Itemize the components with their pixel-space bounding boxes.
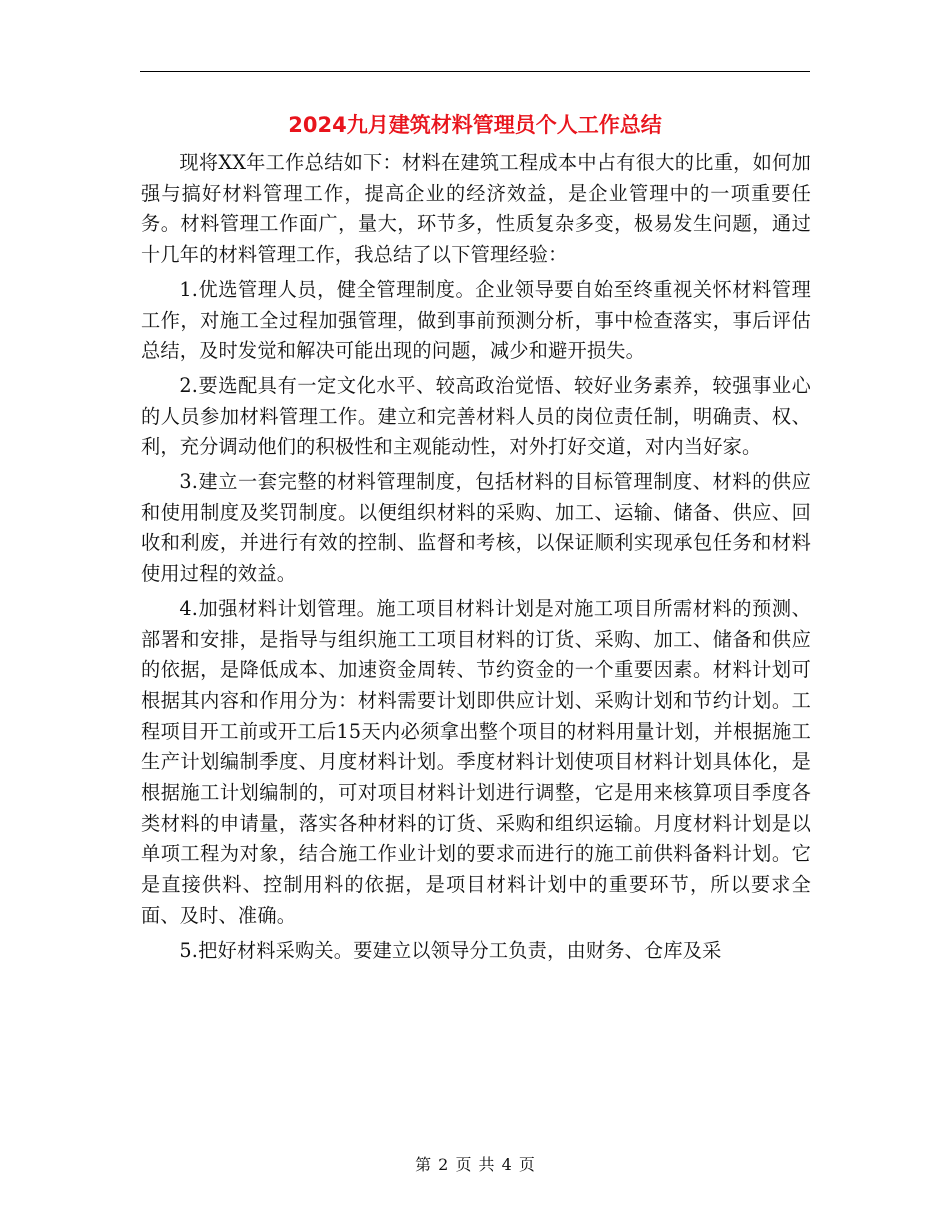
- page-footer: 第 2 页 共 4 页: [415, 1155, 535, 1174]
- paragraph-item-1: 1.优选管理人员，健全管理制度。企业领导要自始至终重视关怀材料管理工作，对施工全过程加强管理，做到事前预测分析，事中检查落实，事后评估总结，及时发觉和解决可能出现的问题，减少和避开损失。: [141, 277, 811, 363]
- paragraph-item-2: 2.要选配具有一定文化水平、较高政治觉悟、较好业务素养，较强事业心的人员参加材料管理工作。建立和完善材料人员的岗位责任制，明确责、权、利，充分调动他们的积极性和主观能动性，对外打好交道，对内当好家。: [141, 373, 811, 459]
- paragraph-item-3: 3.建立一套完整的材料管理制度，包括材料的目标管理制度、材料的供应和使用制度及奖罚制度。以便组织材料的采购、加工、运输、储备、供应、回收和利废，并进行有效的控制、监督和考核，以保证顺利实现承包任务和材料使用过程的效益。: [141, 470, 811, 586]
- header-rule: [140, 71, 810, 72]
- paragraph-item-4: 4.加强材料计划管理。施工项目材料计划是对施工项目所需材料的预测、部署和安排，是指导与组织施工工项目材料的订货、采购、加工、储备和供应的依据，是降低成本、加速资金周转、节约资金的一个重要因素。材料计划可根据其内容和作用分为：材料需要计划即供应计划、采购计划和节约计划。工程项目开工前或开工后15天内必须拿出整个项目的材料用量计划，并根据施工生产计划编制季度、月度材料计划。季度材料计划使项目材料计划具体化，是根据施工计划编制的，可对项目材料计划进行调整，它是用来核算项目季度各类材料的申请量，落实各种材料的订货、采购和组织运输。月度材料计划是以单项工程为对象，结合施工作业计划的要求而进行的施工前供料备料计划。它是直接供料、控制用料的依据，是项目材料计划中的重要环节，所以要求全面、及时、准确。: [141, 596, 811, 927]
- document-title: 2024九月建筑材料管理员个人工作总结: [288, 113, 662, 137]
- paragraph-item-5: 5.把好材料采购关。要建立以领导分工负责，由财务、仓库及采: [179, 938, 722, 962]
- document-body: [141, 148, 811, 966]
- paragraph-intro: 现将XX年工作总结如下：材料在建筑工程成本中占有很大的比重，如何加强与搞好材料管理工作，提高企业的经济效益，是企业管理中的一项重要任务。材料管理工作面广，量大，环节多，性质复杂多变，极易发生问题，通过十几年的材料管理工作，我总结了以下管理经验：: [141, 151, 811, 267]
